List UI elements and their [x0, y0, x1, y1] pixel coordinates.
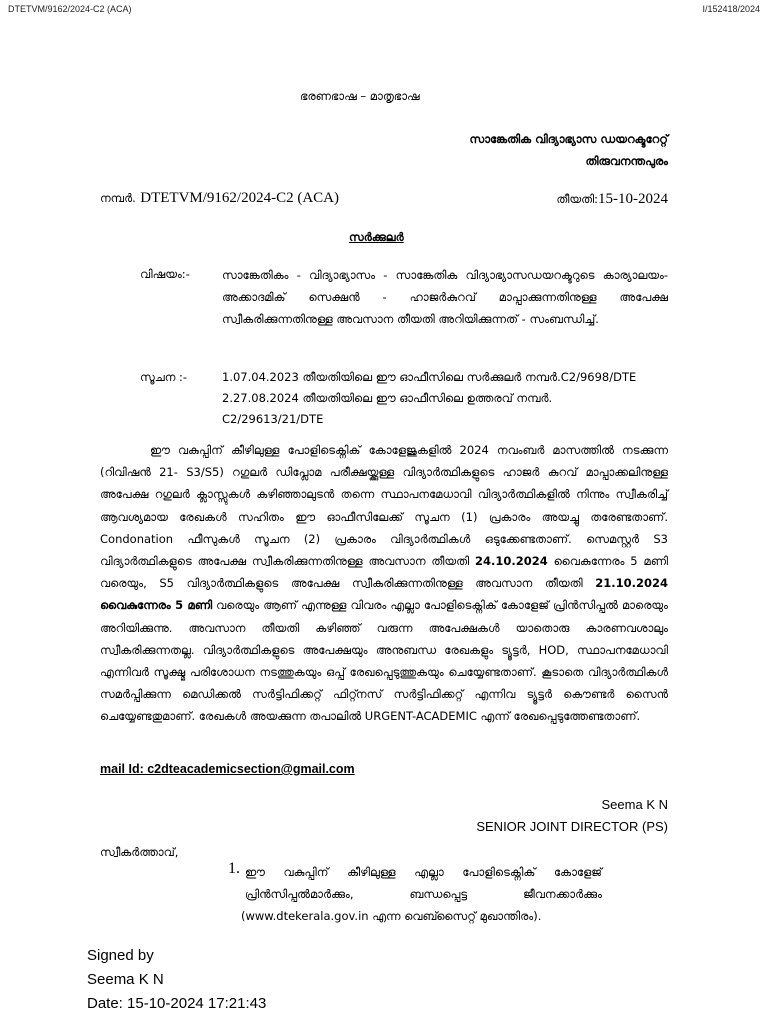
circular-title: സർക്കുലർ	[349, 230, 404, 244]
recipient-number: 1.	[228, 860, 240, 877]
file-number-label: നമ്പർ.	[100, 191, 136, 205]
file-number	[100, 188, 339, 209]
file-number-value: DTETVM/9162/2024-C2 (ACA)	[140, 190, 339, 206]
recipients-label: സ്വീകർത്താവ്,	[100, 845, 179, 859]
date-label: തീയതി:	[556, 192, 598, 206]
signatory-designation: SENIOR JOINT DIRECTOR (PS)	[476, 819, 668, 834]
subject-text: സാങ്കേതികം - വിദ്യാഭ്യാസം - സാങ്കേതിക വിദ്യാഭ്യാസഡയറക്ടറുടെ കാര്യാലയം- അക്കാദമിക് സെക്ഷൻ - ഹാജർകുറവ് മാപ്പാക്കുന്നതിനുള്ള അപേക്ഷ സ്വീകരിക്കുന്നതിനുള്ള അവസാന തീയതി അറിയിക്കുന്നത് - സംബന്ധിച്ച്.	[222, 268, 668, 326]
reference-item-1: 1.07.04.2023 തീയതിയിലെ ഈ ഓഫീസിലെ സർക്കുലർ നമ്പർ.C2/9698/DTE	[222, 370, 637, 384]
reference-label: സൂചന :-	[140, 370, 188, 384]
office-name: സാങ്കേതിക വിദ്യാഭ്യാസ ഡയറക്ടറേറ്റ്	[469, 132, 668, 146]
signed-by-name: Seema K N	[87, 971, 164, 988]
file-reference-header: DTETVM/9162/2024-C2 (ACA)	[8, 4, 132, 14]
body-text-2: വൈകുന്നേരം 5 മണി വരെയും, S5 വിദ്യാർത്ഥികളുടെ അപേക്ഷ സ്വീകരിക്കുന്നതിനുള്ള അവസാന തീയതി	[100, 554, 668, 591]
recipient-line-1: ഈ വകുപ്പിന് കീഴിലുള്ള എല്ലാ പോളിടെക്നിക് കോളേജ്	[245, 865, 602, 879]
reference-list	[222, 367, 668, 430]
recipient-line-2: പ്രിൻസിപ്പൽമാർക്കും, ബന്ധപ്പെട്ട ജീവനക്കാർക്കും	[245, 887, 602, 901]
body-paragraph	[100, 439, 668, 728]
office-place: തിരുവനന്തപുരം	[585, 154, 668, 168]
circular-date	[556, 188, 668, 210]
recipient-line-3: (www.dtekerala.gov.in എന്ന വെബ്സൈറ്റ് മുഖാന്തിരം).	[241, 909, 542, 923]
s3-deadline: 24.10.2024	[475, 554, 548, 569]
date-value: 15-10-2024	[598, 191, 668, 207]
language-caption: ഭരണഭാഷ – മാതൃഭാഷ	[300, 89, 420, 103]
reference-item-2-number: C2/29613/21/DTE	[222, 412, 324, 426]
body-text-3: വരെയും ആണ് എന്നുള്ള വിവരം എല്ലാ പോളിടെക്നിക് കോളേജ് പ്രിൻസിപ്പൽ മാരെയും അറിയിക്കുന്നു. അവസാന തീയതി കഴിഞ്ഞ് വരുന്ന അപേക്ഷകൾ യാതൊരു കാരണവശാലും സ്വീകരിക്കുന്നതല്ല. വിദ്യാർത്ഥികളുടെ അപേക്ഷയും അനുബന്ധ രേഖകളും ട്യൂട്ടർ, HOD, സ്ഥാപനമേധാവി എന്നിവർ സൂക്ഷ്മ പരിശോധന നടത്തുകയും ഒപ്പ് രേഖപ്പെടുത്തുകയും ചെയ്യേണ്ടതാണ്. കൂടാതെ വിദ്യാർത്ഥികൾ സമർപ്പിക്കുന്ന മെഡിക്കൽ സർട്ടിഫിക്കറ്റ് ഫിറ്റ്നസ് സർട്ടിഫിക്കറ്റ് എന്നിവ ട്യൂട്ടർ കൌണ്ടർ സൈൻ ചെയ്യേണ്ടതുമാണ്. രേഖകൾ അയക്കുന്ന തപാലിൽ URGENT-ACADEMIC എന്ന് രേഖപ്പെടുത്തേണ്ടതാണ്.	[100, 598, 668, 724]
digital-signature	[87, 944, 266, 1016]
reference-item-2: 2.27.08.2024 തീയതിയിലെ ഈ ഓഫീസിലെ ഉത്തരവ് നമ്പർ.	[222, 391, 553, 405]
page-id-header: I/152418/2024	[702, 4, 760, 14]
body-text-1: ഈ വകുപ്പിന് കീഴിലുള്ള പോളിടെക്നിക് കോളേജുകളിൽ 2024 നവംബർ മാസത്തിൽ നടക്കുന്ന (റിവിഷൻ 21- S3/S5) റഗുലർ ഡിപ്ലോമ പരീക്ഷയ്ക്കുള്ള വിദ്യാർത്ഥികളുടെ ഹാജർ കുറവ് മാപ്പാക്കലിനുള്ള അപേക്ഷ റഗുലർ ക്ലാസ്സുകൾ കഴിഞ്ഞാലുടൻ തന്നെ സ്ഥാപനമേധാവി വിദ്യാർത്ഥികളിൽ നിന്നും സ്വീകരിച്ച് ആവശ്യമായ രേഖകൾ സഹിതം ഈ ഓഫീസിലേക്ക് സൂചന (1) പ്രകാരം അയച്ചു തരേണ്ടതാണ്. Condonation ഫീസുകൾ സൂചന (2) പ്രകാരം വിദ്യാർത്ഥികൾ ഒടുക്കേണ്ടതാണ്. സെമസ്റ്റർ S3 വിദ്യാർത്ഥികളുടെ അപേക്ഷ സ്വീകരിക്കുന്നതിനുള്ള അവസാന തീയതി	[100, 443, 668, 569]
s5-deadline: 21.10.2024 വൈകുന്നേരം 5 മണി	[100, 576, 668, 613]
signed-date: Date: 15-10-2024 17:21:43	[87, 995, 267, 1012]
mail-id-link[interactable]: mail Id: c2dteacademicsection@gmail.com	[100, 762, 355, 776]
subject-label: വിഷയം:-	[140, 267, 190, 281]
signatory-name: Seema K N	[601, 797, 668, 812]
signed-by-label: Signed by	[87, 947, 154, 964]
